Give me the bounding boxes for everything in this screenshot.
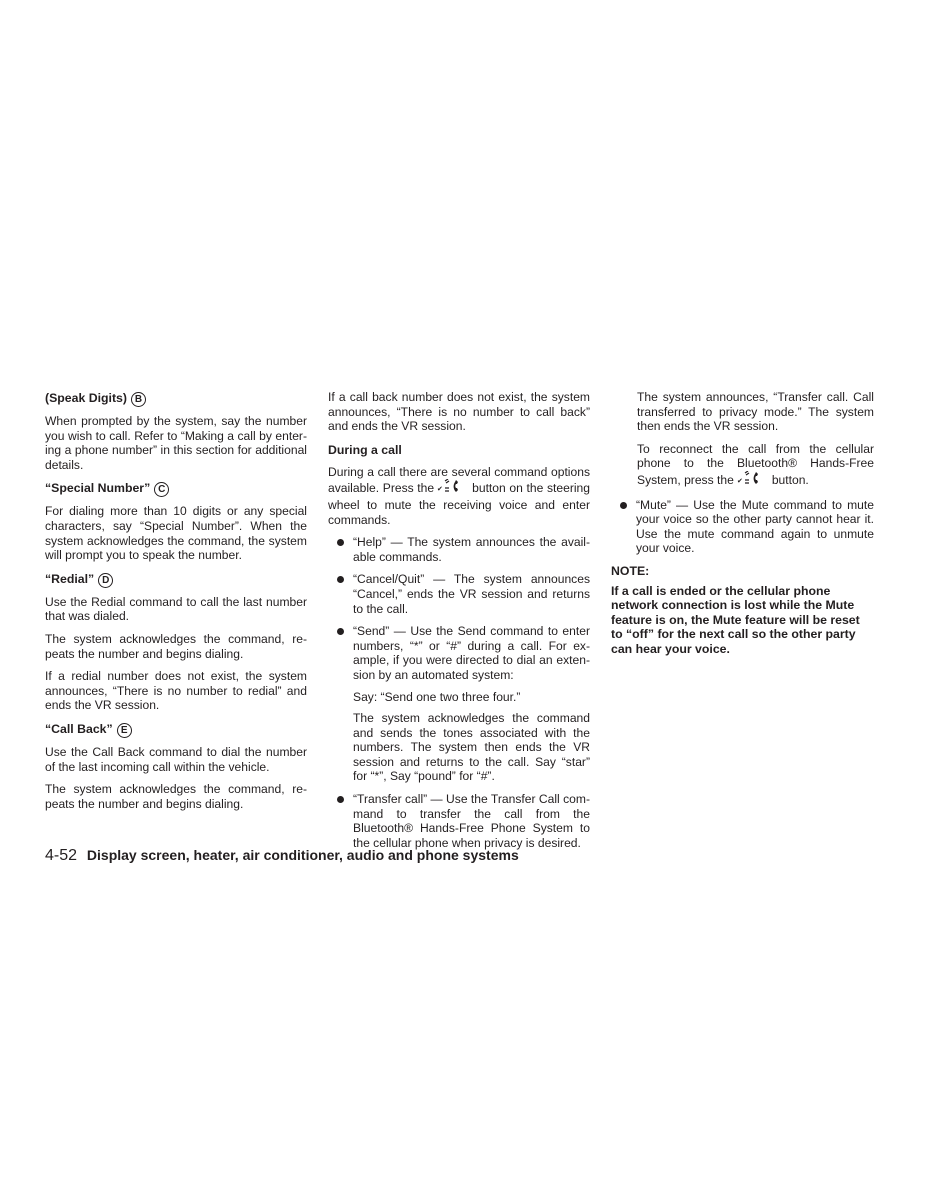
section-title: Display screen, heater, air conditioner, audio and phone systems [86, 847, 519, 863]
during-call-heading: During a call [328, 442, 402, 457]
transfer-continuation [611, 390, 874, 490]
marker-e: E [117, 723, 132, 738]
note-title: NOTE: [611, 563, 650, 578]
list-item-send: “Send” — Use the Send command to enter numbers, “*” or “#” during a call. For example, if you were directed to dial an extension by an automated system: Say: “Send one two three four.” The system acknowledges the command and sends the tones associated with the numbers. The system then ends the VR session and returns to the call. Say “star” for “*”, Say “pound” for “#”. [328, 624, 590, 784]
column-1 [45, 390, 307, 819]
callback-text-1: Use the Call Back command to dial the number of the last incoming call within the vehicle. [45, 744, 307, 774]
bullet [337, 539, 344, 546]
note-text: If a call is ended or the cellular phone network connection is lost while the Mute feature is on, the Mute feature will be reset to “off” for the next call so the other party can hear your voice. [611, 583, 860, 656]
bullet [337, 576, 344, 583]
reconnect-text: To reconnect the call from the cellular phone to the Bluetooth® Hands-Free System, press the ✔ button. [637, 442, 874, 490]
page-number: 4-52 [45, 847, 78, 864]
send-say: Say: “Send one two three four.” [353, 689, 521, 704]
svg-text:✔: ✔ [736, 476, 743, 485]
redial-heading: “Redial” D [45, 571, 307, 588]
bullet [337, 796, 344, 803]
list-item-transfer: “Transfer call” — Use the Transfer Call command to transfer the call from the Bluetooth® Hands-Free Phone System to the cellular phone when privacy is desired. [328, 792, 590, 850]
list-item-cancel: “Cancel/Quit” — The system announces “Cancel,” ends the VR session and returns to the call. [328, 572, 590, 616]
bullet [337, 628, 344, 635]
during-call-text: During a call there are several command options available. Press the ✔ button on the steering wheel to mute the receiving voice and enter commands. [328, 464, 590, 527]
list-item-mute: “Mute” — Use the Mute command to mute your voice so the other party cannot hear it. Use the mute command again to unmute your voice. [611, 498, 874, 556]
callback-text-3: If a call back number does not exist, the system announces, “There is no number to call back” and ends the VR session. [328, 390, 590, 434]
bullet [620, 502, 627, 509]
speak-digits-heading: (Speak Digits) B [45, 390, 307, 407]
marker-c: C [154, 482, 169, 497]
transfer-announce: The system announces, “Transfer call. Call transferred to privacy mode.” The system then ends the VR session. [637, 390, 874, 434]
phone-voice-icon [737, 471, 767, 490]
phone-voice-icon [437, 479, 467, 498]
column-2 [328, 390, 590, 858]
redial-text-3: If a redial number does not exist, the system announces, “There is no number to redial” and ends the VR session. [45, 669, 307, 713]
page-footer [45, 847, 519, 865]
mute-list [611, 498, 874, 556]
send-ack: The system acknowledges the command and sends the tones associated with the numbers. The system then ends the VR session and returns to the call. Say “star” for “*”, Say “pound” for “#”. [353, 711, 590, 784]
redial-text-1: Use the Redial command to call the last number that was dialed. [45, 594, 307, 624]
marker-d: D [98, 573, 113, 588]
command-list [328, 535, 590, 850]
special-number-text: For dialing more than 10 digits or any special characters, say “Special Number”. When the system acknowledges the command, the system will prompt you to speak the number. [45, 504, 307, 563]
speak-digits-text: When prompted by the system, say the number you wish to call. Refer to “Making a call by entering a phone number” in this section for additional details. [45, 414, 307, 472]
special-number-heading: “Special Number” C [45, 480, 307, 497]
redial-text-2: The system acknowledges the command, repeats the number and begins dialing. [45, 631, 307, 661]
callback-text-2: The system acknowledges the command, repeats the number and begins dialing. [45, 782, 307, 811]
list-item-help: “Help” — The system announces the available commands. [328, 535, 590, 564]
marker-b: B [131, 392, 146, 407]
svg-text:✔: ✔ [437, 485, 443, 494]
callback-heading: “Call Back” E [45, 721, 307, 738]
column-3 [611, 390, 874, 665]
